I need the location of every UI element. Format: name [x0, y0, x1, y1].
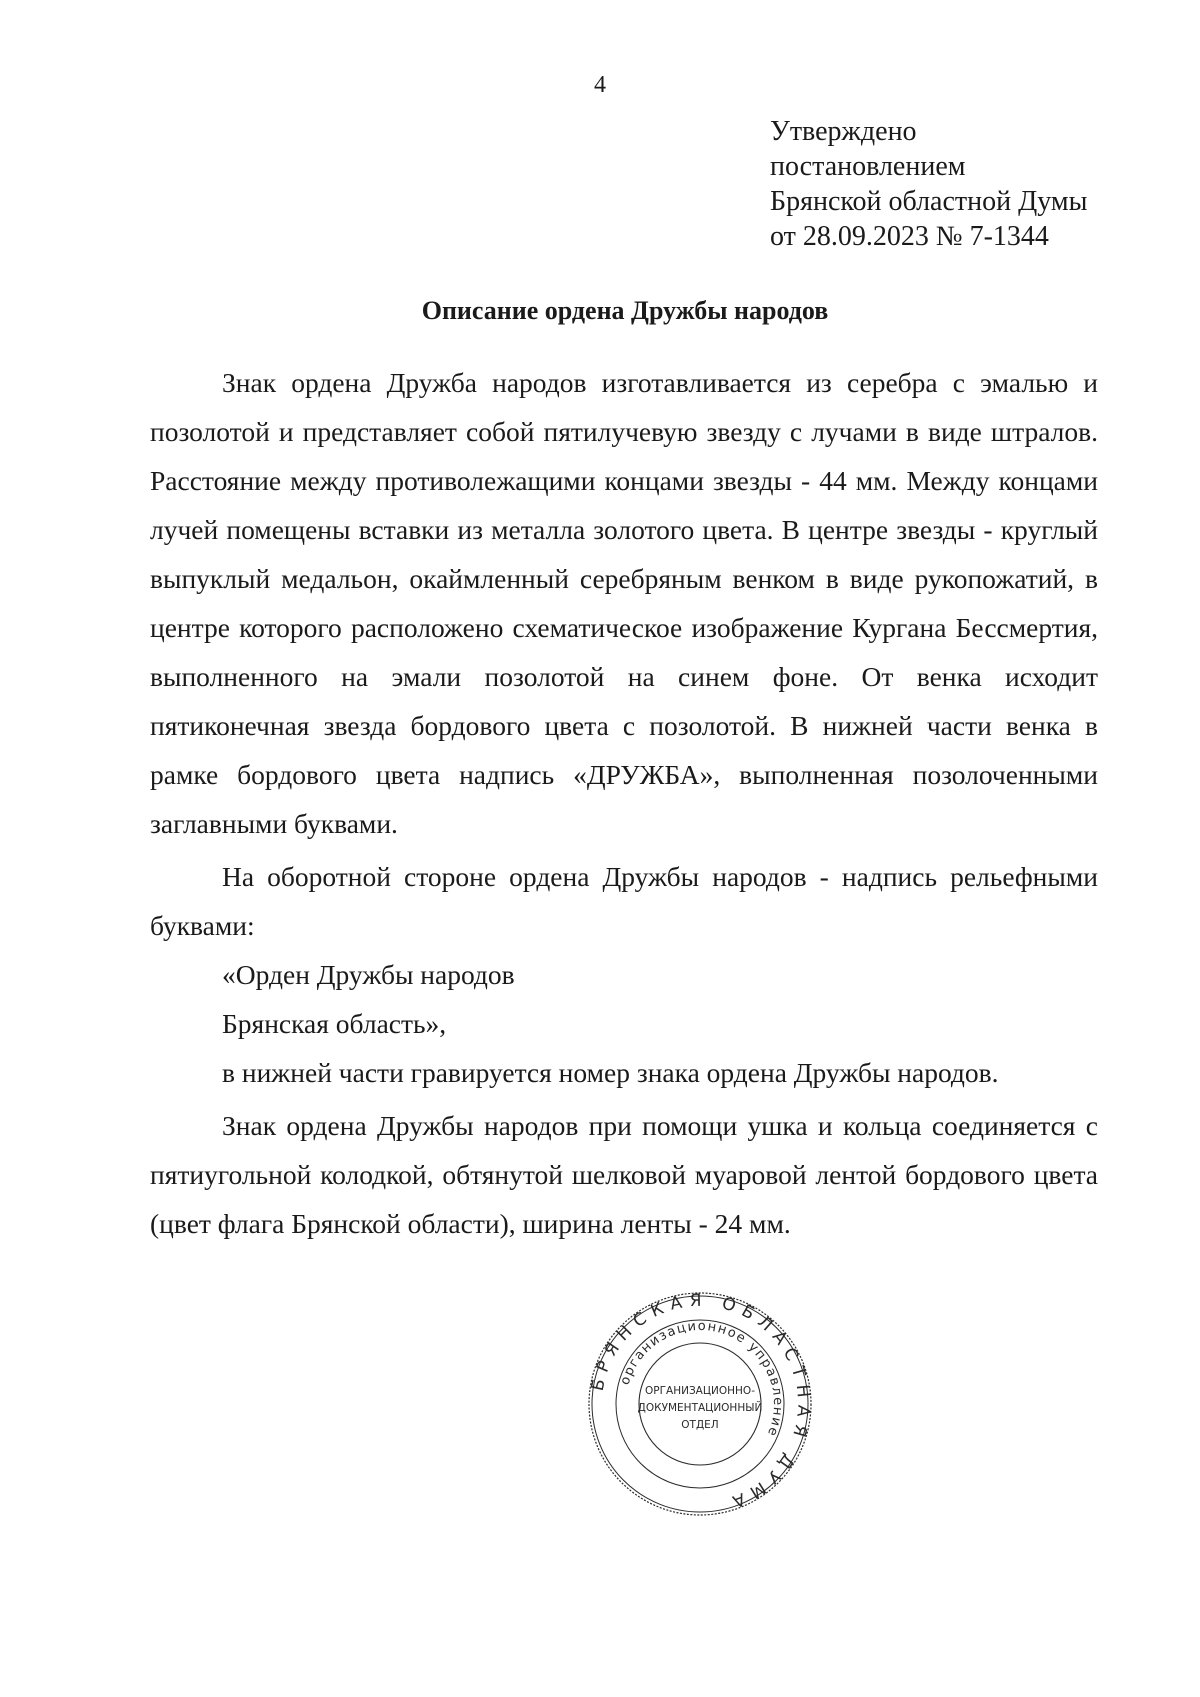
approval-line-4: от 28.09.2023 № 7-1344 [770, 221, 1049, 252]
inscription-line-2: Брянская область», [222, 1008, 447, 1039]
document-body [150, 358, 1098, 1248]
official-stamp [586, 1290, 814, 1518]
stamp-middle-text-path: организационное управление [617, 1318, 786, 1440]
approval-block [770, 114, 1087, 254]
approval-line-1: Утверждено [770, 116, 917, 147]
stamp-center-line-2: ДОКУМЕНТАЦИОННЫЙ [637, 1402, 763, 1414]
document-title: Описание ордена Дружбы народов [421, 296, 829, 325]
stamp-outer-text-path: БРЯНСКАЯ ОБЛАСТНАЯ ДУМА [587, 1290, 814, 1514]
approval-line-3: Брянской областной Думы [770, 186, 1088, 217]
page-number: 4 [594, 72, 606, 98]
approval-line-2: постановлением [770, 151, 966, 182]
paragraph-reverse-side: На оборотной стороне ордена Дружбы народов - надпись рельефными буквами: [150, 861, 1098, 941]
stamp-center-line-3: ОТДЕЛ [681, 1419, 719, 1431]
engraving-note: в нижней части гравируется номер знака ордена Дружбы народов. [222, 1057, 999, 1088]
paragraph-ribbon: Знак ордена Дружбы народов при помощи ушка и кольца соединяется с пятиугольной колодкой, обтянутой шелковой муаровой лентой бордового цвета (цвет флага Брянской области), ширина ленты - 24 мм. [150, 1110, 1098, 1239]
paragraph-order-description: Знак ордена Дружба народов изготавливается из серебра с эмалью и позолотой и представляет собой пятилучевую звезду с лучами в виде штралов. Расстояние между противолежащими концами звезды - 44 мм. Между концами лучей помещены вставки из металла золотого цвета. В центре звезды - круглый выпуклый медальон, окаймленный серебряным венком в виде рукопожатий, в центре которого расположено схематическое изображение Кургана Бессмертия, выполненного на эмали позолотой на синем фоне. От венка исходит пятиконечная звезда бордового цвета с позолотой. В нижней части венка в рамке бордового цвета надпись «ДРУЖБА», выполненная позолоченными заглавными буквами. [150, 367, 1098, 839]
inscription-line-1: «Орден Дружбы народов [222, 959, 515, 990]
stamp-center-line-1: ОРГАНИЗАЦИОННО- [645, 1385, 755, 1397]
